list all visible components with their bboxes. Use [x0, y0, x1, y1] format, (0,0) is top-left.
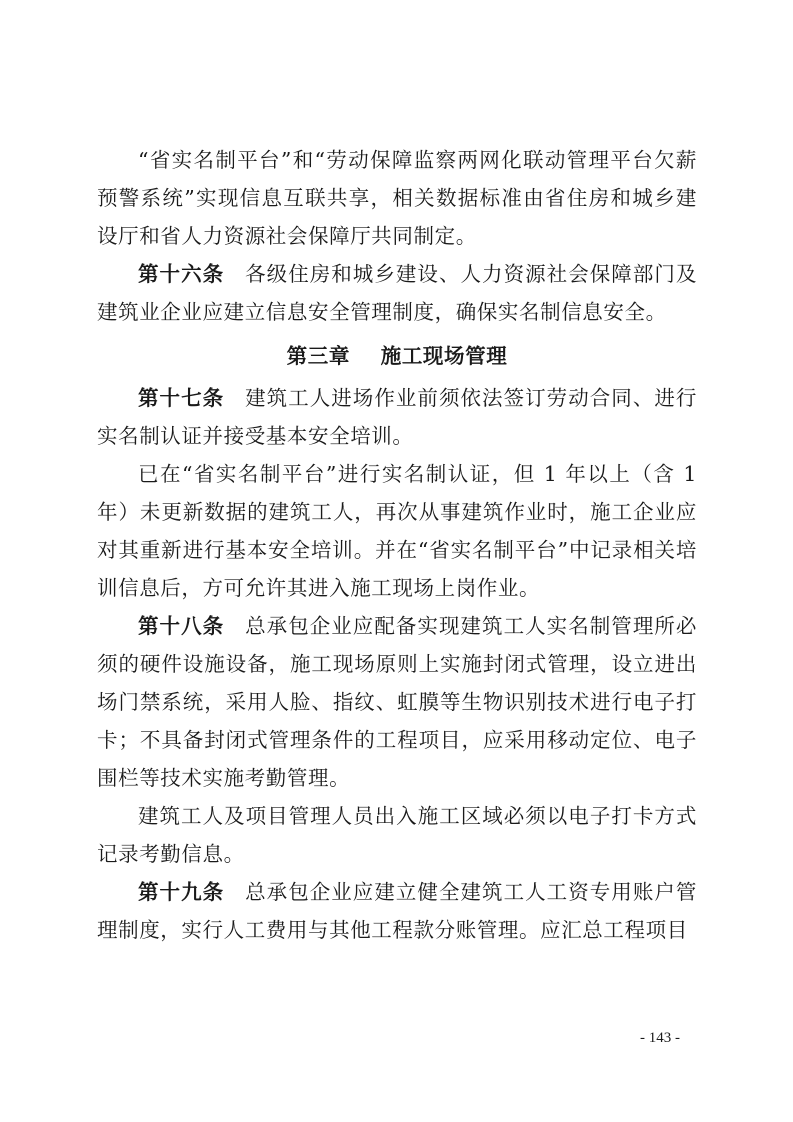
- chapter-title: 施工现场管理: [380, 344, 508, 368]
- article-label: 第十八条: [138, 614, 225, 638]
- article-text: 各级住房和城乡建设、人力资源社会保障部门及建筑业企业应建立信息安全管理制度，确保实名制信息安全。: [97, 262, 697, 324]
- article-text: 建筑工人进场作业前须依法签订劳动合同、进行实名制认证并接受基本安全培训。: [97, 386, 697, 448]
- article-text: 总承包企业应建立健全建筑工人工资专用账户管理制度，实行人工费用与其他工程款分账管理。应汇总工程项目: [97, 880, 697, 942]
- paragraph-attendance: [97, 797, 697, 873]
- article-label: 第十七条: [138, 386, 225, 410]
- article-label: 第十六条: [138, 262, 225, 286]
- paragraph-text: “省实名制平台”和“劳动保障监察两网化联动管理平台欠薪预警系统”实现信息互联共享，相关数据标准由省住房和城乡建设厅和省人力资源社会保障厅共同制定。: [97, 148, 697, 248]
- article-16: [97, 255, 697, 331]
- paragraph-retraining: [97, 455, 697, 607]
- article-19: [97, 873, 697, 949]
- paragraph-text: 建筑工人及项目管理人员出入施工区域必须以电子打卡方式记录考勤信息。: [97, 804, 697, 866]
- article-17: [97, 379, 697, 455]
- article-text: 总承包企业应配备实现建筑工人实名制管理所必须的硬件设施设备，施工现场原则上实施封闭式管理，设立进出场门禁系统，采用人脸、指纹、虹膜等生物识别技术进行电子打卡；不具备封闭式管理条件的工程项目，应采用移动定位、电子围栏等技术实施考勤管理。: [97, 614, 697, 790]
- page-number: - 143 -: [640, 1030, 680, 1046]
- article-label: 第十九条: [138, 880, 225, 904]
- chapter-number: 第三章: [286, 344, 350, 368]
- article-18: [97, 607, 697, 797]
- paragraph-platform-sharing: [97, 141, 697, 255]
- chapter-heading: [97, 331, 697, 379]
- document-body: [97, 141, 697, 949]
- paragraph-text: 已在“省实名制平台”进行实名制认证，但 1 年以上（含 1 年）未更新数据的建筑工人，再次从事建筑作业时，施工企业应对其重新进行基本安全培训。并在“省实名制平台”中记录相关培训信息后，方可允许其进入施工现场上岗作业。: [97, 462, 697, 600]
